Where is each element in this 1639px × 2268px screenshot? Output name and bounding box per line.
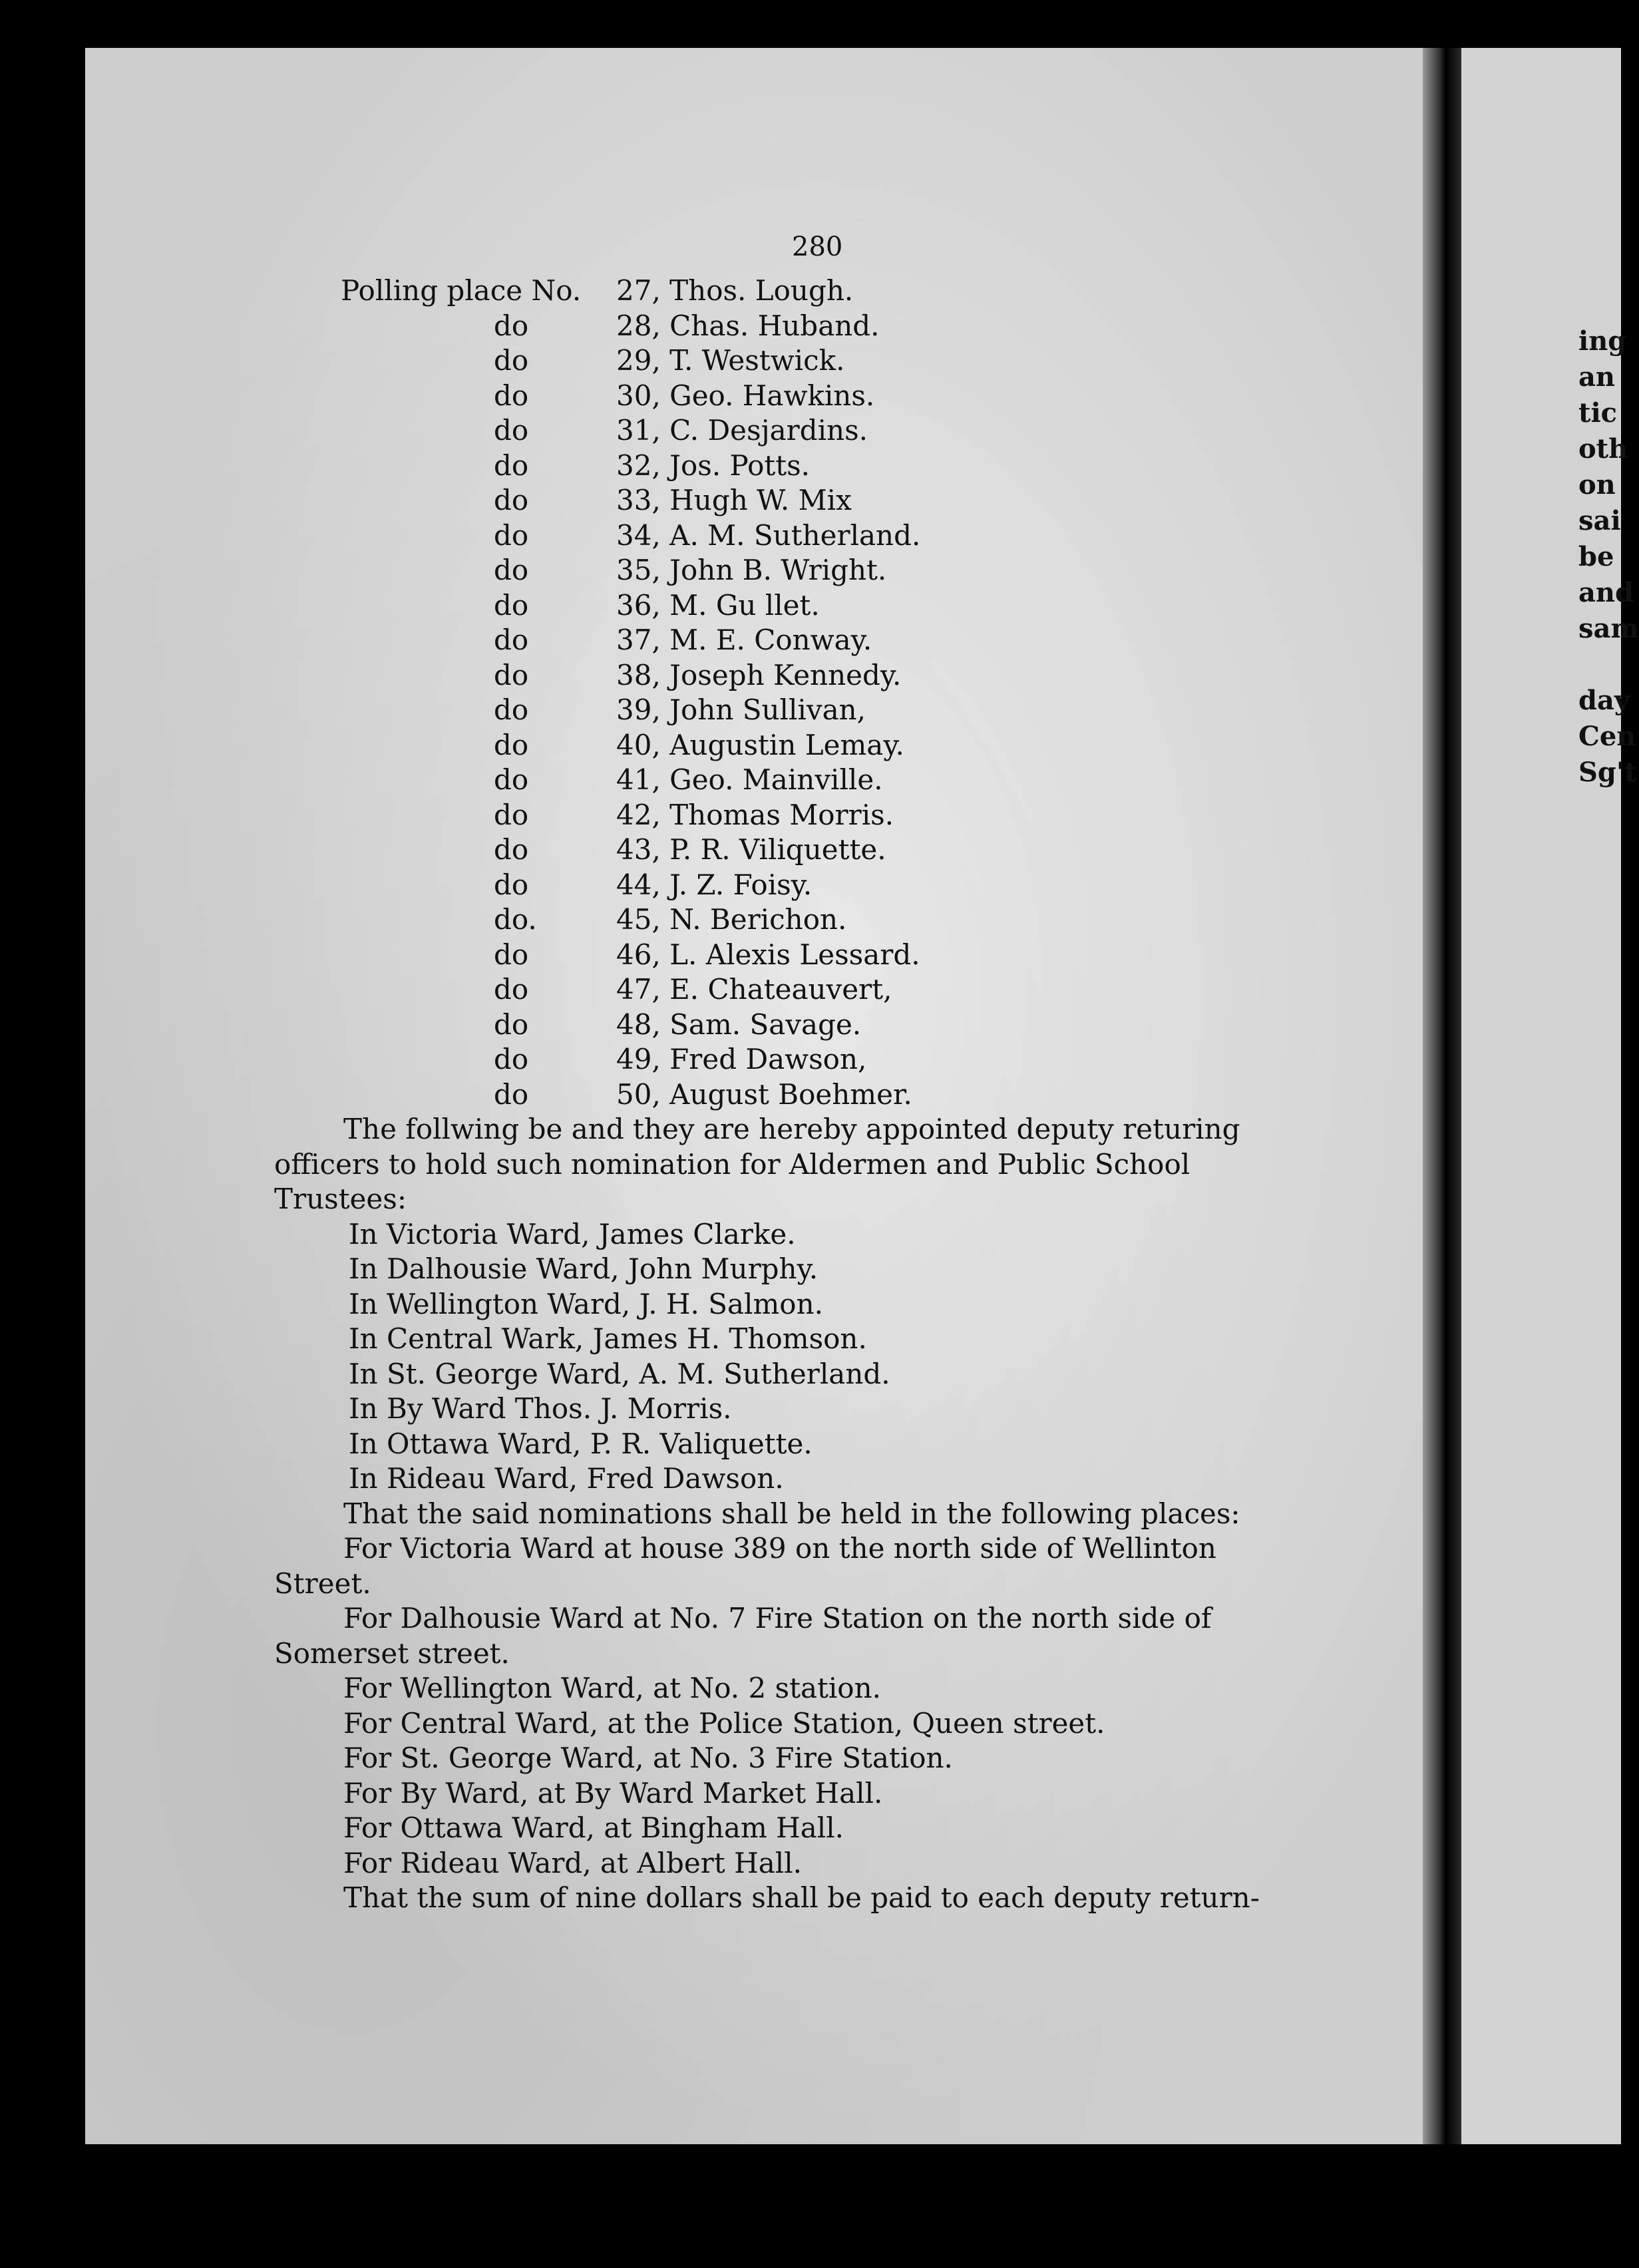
polling-entry: 45, N. Berichon. (616, 903, 847, 936)
polling-label: do (494, 309, 529, 342)
polling-label: do (494, 1043, 529, 1075)
polling-entry: 43, P. R. Viliquette. (616, 833, 886, 866)
polling-entry: 34, A. M. Sutherland. (616, 518, 921, 552)
place-line: For Victoria Ward at house 389 on the north side of Wellinton (343, 1532, 1216, 1565)
polling-label: do (494, 868, 529, 901)
right-page-fragment: an (1578, 361, 1615, 393)
place-line: For Ottawa Ward, at Bingham Hall. (343, 1811, 844, 1844)
place-line: For By Ward, at By Ward Market Hall. (343, 1776, 883, 1809)
polling-entry: 33, Hugh W. Mix (616, 484, 852, 516)
polling-entry: 28, Chas. Huband. (616, 309, 880, 342)
place-line: For Rideau Ward, at Albert Hall. (343, 1846, 802, 1879)
polling-entry: 32, Jos. Potts. (616, 449, 811, 482)
polling-label: do (494, 798, 529, 831)
polling-entry: 46, L. Alexis Lessard. (616, 938, 920, 971)
polling-label: do (494, 624, 529, 656)
polling-entry: 38, Joseph Kennedy. (616, 658, 902, 691)
place-line: For St. George Ward, at No. 3 Fire Station. (343, 1742, 953, 1774)
paragraph-line: officers to hold such nomination for Aldermen and Public School (274, 1147, 1190, 1181)
place-line: For Wellington Ward, at No. 2 station. (343, 1672, 881, 1704)
right-page-fragment: Sg't (1578, 757, 1637, 788)
polling-label: do (494, 938, 529, 971)
paragraph-line: That the sum of nine dollars shall be paid to each deputy return- (343, 1881, 1260, 1914)
polling-entry: 44, J. Z. Foisy. (616, 868, 813, 901)
polling-label: do (494, 344, 529, 377)
right-page-fragment: tic (1578, 397, 1618, 429)
polling-entry: 31, C. Desjardins. (616, 414, 868, 447)
right-page-fragment: be (1578, 541, 1614, 572)
polling-label: do (494, 449, 529, 482)
polling-label: do (494, 518, 529, 552)
polling-entry: 36, M. Gu llet. (616, 588, 820, 622)
place-line: For Central Ward, at the Police Station, Queen street. (343, 1706, 1105, 1740)
right-page-fragment: and (1578, 577, 1634, 608)
deputy-line: In Ottawa Ward, P. R. Valiquette. (349, 1427, 813, 1460)
polling-label: do (494, 414, 529, 447)
right-page-fragment: sam (1578, 613, 1639, 644)
polling-entry: 40, Augustin Lemay. (616, 728, 904, 761)
polling-label: do (494, 588, 529, 622)
paragraph-line: The follwing be and they are hereby appointed deputy returing (343, 1113, 1240, 1145)
polling-label: do (494, 728, 529, 761)
deputy-line: In Central Wark, James H. Thomson. (349, 1322, 867, 1355)
polling-label: do (494, 379, 529, 412)
polling-heading: Polling place No. (341, 274, 582, 307)
polling-entry: 39, John Sullivan, (616, 693, 866, 726)
paragraph-line: Trustees: (274, 1183, 407, 1215)
polling-label: do (494, 973, 529, 1006)
polling-label: do (494, 1008, 529, 1041)
deputy-line: In Wellington Ward, J. H. Salmon. (349, 1287, 823, 1320)
polling-entry: 37, M. E. Conway. (616, 624, 872, 656)
right-page-fragment: ing (1578, 325, 1627, 357)
polling-entry: 49, Fred Dawson, (616, 1043, 867, 1075)
polling-label: do (494, 833, 529, 866)
polling-label: do (494, 763, 529, 796)
polling-label: do (494, 1077, 529, 1111)
polling-entry: 35, John B. Wright. (616, 554, 887, 586)
right-page-fragment: Cen (1578, 721, 1636, 752)
place-line: Street. (274, 1567, 371, 1600)
polling-label: do. (494, 903, 537, 936)
right-page-fragment: on (1578, 469, 1616, 500)
deputy-line: In By Ward Thos. J. Morris. (349, 1392, 732, 1425)
right-page-fragment: day (1578, 685, 1630, 716)
polling-entry: 47, E. Chateauvert, (616, 973, 892, 1006)
place-line: For Dalhousie Ward at No. 7 Fire Station on the north side of (343, 1602, 1212, 1634)
polling-entry: 29, T. Westwick. (616, 344, 845, 377)
deputy-line: In Victoria Ward, James Clarke. (349, 1217, 796, 1250)
polling-label: do (494, 658, 529, 691)
right-page-fragment: sai (1578, 505, 1621, 536)
polling-entry: 50, August Boehmer. (616, 1077, 912, 1111)
deputy-line: In Rideau Ward, Fred Dawson. (349, 1462, 784, 1495)
polling-entry: 48, Sam. Savage. (616, 1008, 862, 1041)
deputy-line: In St. George Ward, A. M. Sutherland. (349, 1357, 890, 1390)
right-page-fragment: oth (1578, 433, 1628, 465)
polling-entry: 27, Thos. Lough. (616, 274, 854, 307)
polling-label: do (494, 484, 529, 516)
polling-label: do (494, 693, 529, 726)
book-spine (1423, 48, 1461, 2144)
place-line: Somerset street. (274, 1636, 510, 1670)
deputy-line: In Dalhousie Ward, John Murphy. (349, 1252, 819, 1285)
polling-label: do (494, 554, 529, 586)
page-number: 280 (792, 232, 843, 262)
polling-entry: 42, Thomas Morris. (616, 798, 894, 831)
paragraph-line: That the said nominations shall be held in the following places: (343, 1497, 1240, 1530)
polling-entry: 41, Geo. Mainville. (616, 763, 883, 796)
polling-entry: 30, Geo. Hawkins. (616, 379, 875, 412)
